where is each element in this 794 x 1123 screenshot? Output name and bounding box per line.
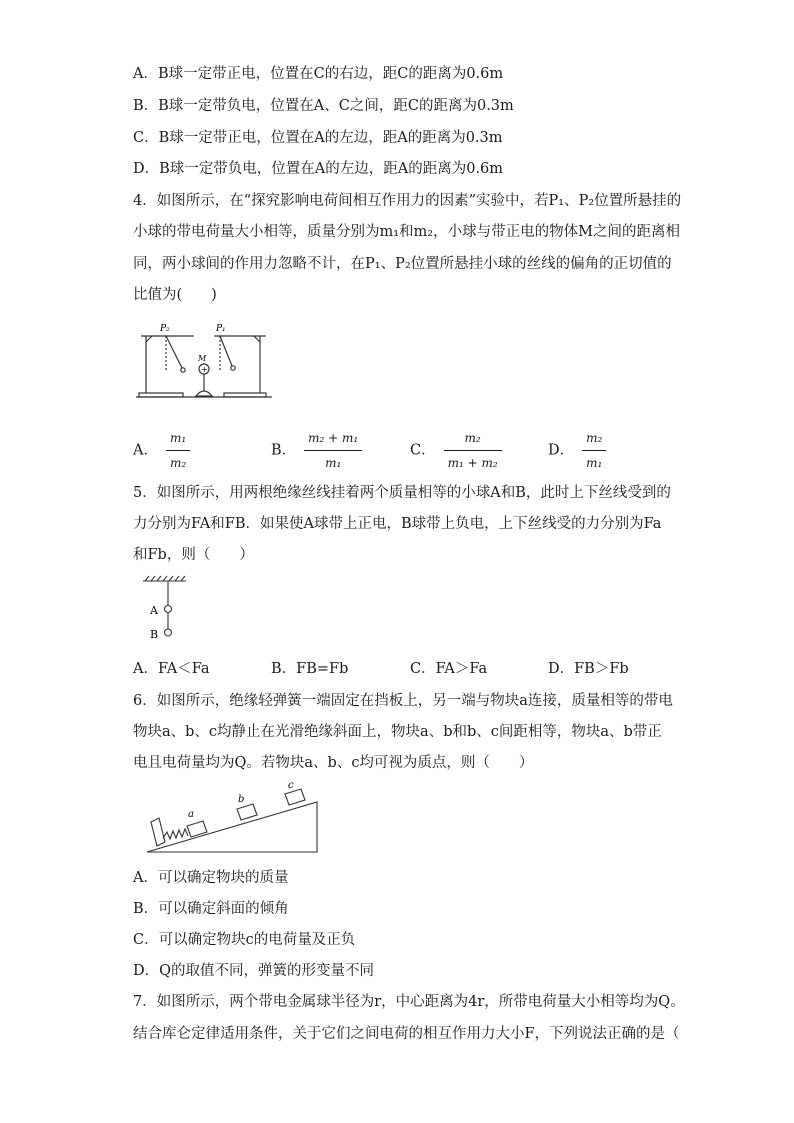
numerator: m₁ [166, 428, 190, 451]
fraction [444, 428, 502, 473]
q4-option-c [410, 428, 502, 473]
q4-option-b [271, 428, 362, 473]
q4-stem-line: 小球的带电荷量大小相等，质量分别为m₁和m₂，小球与带正电的物体M之间的距离相 [133, 224, 680, 240]
q6-option-c: C．可以确定物块c的电荷量及正负 [133, 932, 356, 948]
option-letter: C． [410, 442, 436, 459]
q6-stem-line: 电且电荷量均为Q。若物块a、b、c均可视为质点，则（ ） [133, 755, 534, 771]
q3-option-d: D．B球一定带负电，位置在A的左边，距A的距离为0.6m [133, 161, 504, 177]
q5-option-c: C．FA＞Fa [410, 661, 488, 677]
label-p1: P₁ [216, 324, 226, 334]
option-letter: A． [133, 442, 158, 459]
denominator: m₂ [169, 456, 187, 470]
label-c: c [288, 782, 294, 791]
numerator: m₂ [444, 428, 502, 451]
q4-stem-line: 同，两小球间的作用力忽略不计，在P₁、P₂位置所悬挂小球的丝线的偏角的正切值的 [133, 256, 672, 272]
q5-option-b: B．FB=Fb [271, 661, 349, 677]
denominator: m₁ [325, 456, 342, 470]
option-letter: D． [548, 442, 575, 459]
q6-figure [145, 782, 321, 856]
q4-option-a [133, 428, 190, 473]
fraction [582, 428, 606, 473]
q6-option-a: A．可以确定物块的质量 [133, 870, 289, 886]
numerator: m₂ + m₁ [304, 428, 362, 451]
q5-stem-line: 5．如图所示，用两根绝缘丝线挂着两个质量相等的小球A和B，此时上下丝线受到的 [133, 485, 671, 501]
q6-option-b: B．可以确定斜面的倾角 [133, 901, 289, 917]
q4-stem-line: 4．如图所示，在“探究影响电荷间相互作用力的因素”实验中，若P₁、P₂位置所悬挂的 [133, 193, 682, 209]
label-p2: P₂ [160, 324, 170, 334]
q3-option-c: C．B球一定带正电，位置在A的左边，距A的距离为0.3m [133, 130, 503, 146]
denominator: m₁ + m₂ [447, 456, 498, 470]
q5-stem-line: 和Fb，则（ ） [133, 547, 254, 563]
q5-option-d: D．FB＞Fb [548, 661, 629, 677]
label-b: b [238, 794, 245, 805]
q6-stem-line: 6．如图所示，绝缘轻弹簧一端固定在挡板上，另一端与物块a连接，质量相等的带电 [133, 693, 673, 709]
numerator: m₂ [582, 428, 606, 451]
q7-stem-line: 结合库仑定律适用条件，关于它们之间电荷的相互作用力大小F，下列说法正确的是（ [133, 1026, 680, 1042]
option-letter: B． [271, 442, 297, 459]
q5-option-a: A．FA＜Fa [133, 661, 210, 677]
denominator: m₁ [586, 456, 603, 470]
label-b: B [150, 628, 159, 641]
q5-figure [140, 575, 190, 645]
q7-stem-line: 7．如图所示，两个带电金属球半径为r，中心距离为4r，所带电荷量大小相等均为Q。 [133, 994, 685, 1010]
label-m: M [198, 354, 207, 363]
q6-stem-line: 物块a、b、c均静止在光滑绝缘斜面上，物块a、b和b、c间距相等，物块a、b带正 [133, 724, 662, 740]
label-a: A [150, 604, 158, 617]
label-a: a [188, 809, 194, 820]
plus-sign: + [201, 365, 208, 374]
q3-option-a: A．B球一定带正电，位置在C的右边，距C的距离为0.6m [133, 66, 504, 82]
q4-figure [136, 318, 272, 400]
q3-option-b: B．B球一定带负电，位置在A、C之间，距C的距离为0.3m [133, 98, 514, 114]
q4-stem-line: 比值为( ) [133, 287, 217, 303]
fraction [304, 428, 362, 473]
fraction [166, 428, 190, 473]
q6-option-d: D．Q的取值不同，弹簧的形变量不同 [133, 963, 375, 979]
q4-option-d [548, 428, 606, 473]
q5-stem-line: 力分别为FA和FB．如果使A球带上正电，B球带上负电，上下丝线受的力分别为Fa [133, 516, 662, 532]
